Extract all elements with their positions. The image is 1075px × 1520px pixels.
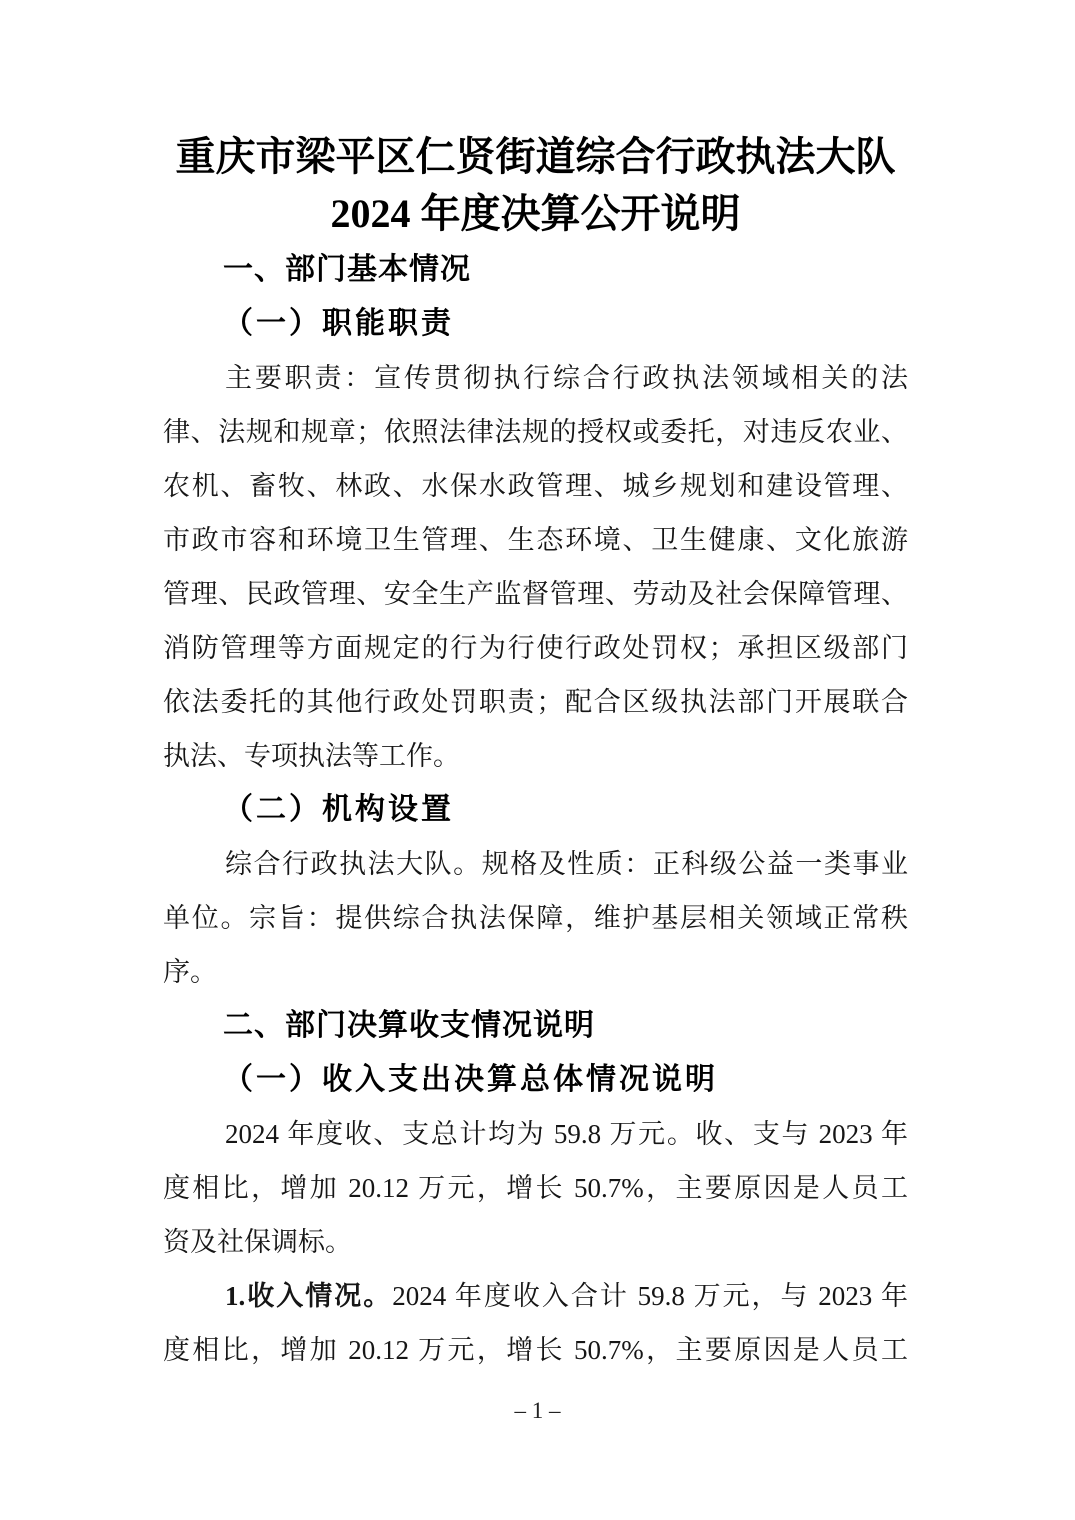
document-body — [163, 128, 908, 1377]
paragraph-line: 综合行政执法大队。规格及性质：正科级公益一类事业 — [225, 849, 908, 879]
section-heading-1: 一、部门基本情况 — [223, 253, 471, 286]
income-lead-label: 1.收入情况。 — [225, 1281, 393, 1311]
paragraph-line: 资及社保调标。 — [163, 1227, 352, 1257]
paragraph-line: 单位。宗旨：提供综合执法保障，维护基层相关领域正常秩 — [163, 903, 908, 933]
subsection-heading-1-1: （一）职能职责 — [223, 307, 454, 340]
paragraph-line: 市政市容和环境卫生管理、生态环境、卫生健康、文化旅游 — [163, 525, 908, 555]
paragraph-line: 执法、专项执法等工作。 — [163, 741, 460, 771]
document-title-line-1: 重庆市梁平区仁贤街道综合行政执法大队 — [175, 134, 896, 179]
paragraph-line: 2024 年度收、支总计均为 59.8 万元。收、支与 2023 年 — [225, 1119, 908, 1149]
paragraph-line: 律、法规和规章；依照法律法规的授权或委托，对违反农业、 — [163, 417, 908, 447]
paragraph-line: 度相比，增加 20.12 万元，增长 50.7%，主要原因是人员工 — [163, 1335, 908, 1365]
paragraph-line: 度相比，增加 20.12 万元，增长 50.7%，主要原因是人员工 — [163, 1173, 908, 1203]
income-lead-rest: 2024 年度收入合计 59.8 万元，与 2023 年 — [392, 1281, 908, 1311]
paragraph-line: 主要职责：宣传贯彻执行综合行政执法领域相关的法 — [225, 363, 908, 393]
page-number: – 1 – — [514, 1398, 561, 1423]
paragraph-line: 农机、畜牧、林政、水保水政管理、城乡规划和建设管理、 — [163, 471, 908, 501]
subsection-heading-1-2: （二）机构设置 — [223, 793, 454, 826]
document-content — [163, 243, 908, 1377]
paragraph-line: 依法委托的其他行政处罚职责；配合区级执法部门开展联合 — [163, 687, 908, 717]
paragraph-line: 管理、民政管理、安全生产监督管理、劳动及社会保障管理、 — [163, 579, 908, 609]
document-title-line-2: 2024 年度决算公开说明 — [330, 191, 741, 236]
paragraph-line: 消防管理等方面规定的行为行使行政处罚权；承担区级部门 — [163, 633, 908, 663]
section-heading-2: 二、部门决算收支情况说明 — [223, 1009, 595, 1042]
subsection-heading-2-1: （一）收入支出决算总体情况说明 — [223, 1063, 718, 1096]
document-title — [163, 128, 908, 242]
paragraph-line-income — [163, 1269, 908, 1323]
paragraph-line: 序。 — [163, 957, 217, 987]
